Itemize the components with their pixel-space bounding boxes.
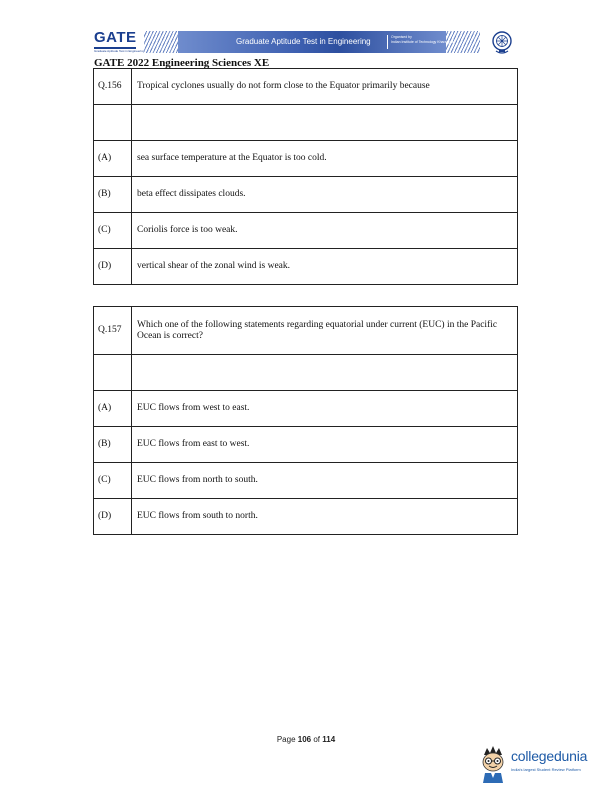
question-table-156 [93, 68, 518, 285]
page-of: of [313, 735, 321, 744]
blank-cell [94, 355, 132, 391]
banner-separator [387, 35, 388, 49]
page-prefix: Page [276, 735, 296, 744]
option-row-a [94, 141, 518, 177]
question-number: Q.157 [94, 307, 132, 355]
question-row [94, 69, 518, 105]
brand-tagline: India's largest Student Review Platform [511, 767, 581, 772]
option-label: (D) [94, 249, 132, 285]
option-row-b [94, 177, 518, 213]
question-row [94, 307, 518, 355]
collegedunia-logo [477, 745, 609, 785]
blank-cell [94, 105, 132, 141]
option-text: vertical shear of the zonal wind is weak. [132, 249, 518, 285]
option-text: EUC flows from west to east. [132, 391, 518, 427]
organized-by-label: Organised by [391, 35, 412, 39]
question-table-157 [93, 306, 518, 535]
iit-kharagpur-emblem-icon [490, 30, 514, 56]
brand-name: collegedunia [511, 748, 588, 764]
option-text: EUC flows from north to south. [132, 463, 518, 499]
option-row-d [94, 499, 518, 535]
question-text: Tropical cyclones usually do not form close to the Equator primarily because [132, 69, 518, 105]
option-label: (B) [94, 427, 132, 463]
option-label: (C) [94, 463, 132, 499]
question-number: Q.156 [94, 69, 132, 105]
option-label: (C) [94, 213, 132, 249]
blank-row [94, 105, 518, 141]
option-row-d [94, 249, 518, 285]
banner-title: Graduate Aptitude Test in Engineering [236, 37, 371, 46]
option-row-c [94, 463, 518, 499]
blank-row [94, 355, 518, 391]
page-number [0, 735, 612, 744]
option-label: (D) [94, 499, 132, 535]
gate-logo-word: GATE [94, 29, 137, 46]
option-text: EUC flows from south to north. [132, 499, 518, 535]
option-text: EUC flows from east to west. [132, 427, 518, 463]
option-row-c [94, 213, 518, 249]
page-header [94, 29, 518, 57]
header-banner [144, 31, 480, 53]
option-label: (A) [94, 141, 132, 177]
option-row-b [94, 427, 518, 463]
option-text: Coriolis force is too weak. [132, 213, 518, 249]
option-row-a [94, 391, 518, 427]
option-label: (B) [94, 177, 132, 213]
page-total: 114 [322, 735, 336, 744]
blank-cell [132, 355, 518, 391]
question-text: Which one of the following statements regarding equatorial under current (EUC) in the Pacific Ocean is correct? [132, 307, 518, 355]
gate-logo-tagline: Graduate Aptitude Test in Engineering [94, 49, 145, 53]
option-text: sea surface temperature at the Equator is too cold. [132, 141, 518, 177]
page-current: 106 [297, 735, 312, 744]
banner-organizer [391, 35, 454, 45]
student-mascot-icon [477, 745, 509, 783]
option-text: beta effect dissipates clouds. [132, 177, 518, 213]
gate-logo [94, 29, 145, 55]
option-label: (A) [94, 391, 132, 427]
document-title: GATE 2022 Engineering Sciences XE [94, 57, 270, 69]
organizer-name: Indian Institute of Technology Kharagpur [391, 40, 454, 44]
blank-cell [132, 105, 518, 141]
